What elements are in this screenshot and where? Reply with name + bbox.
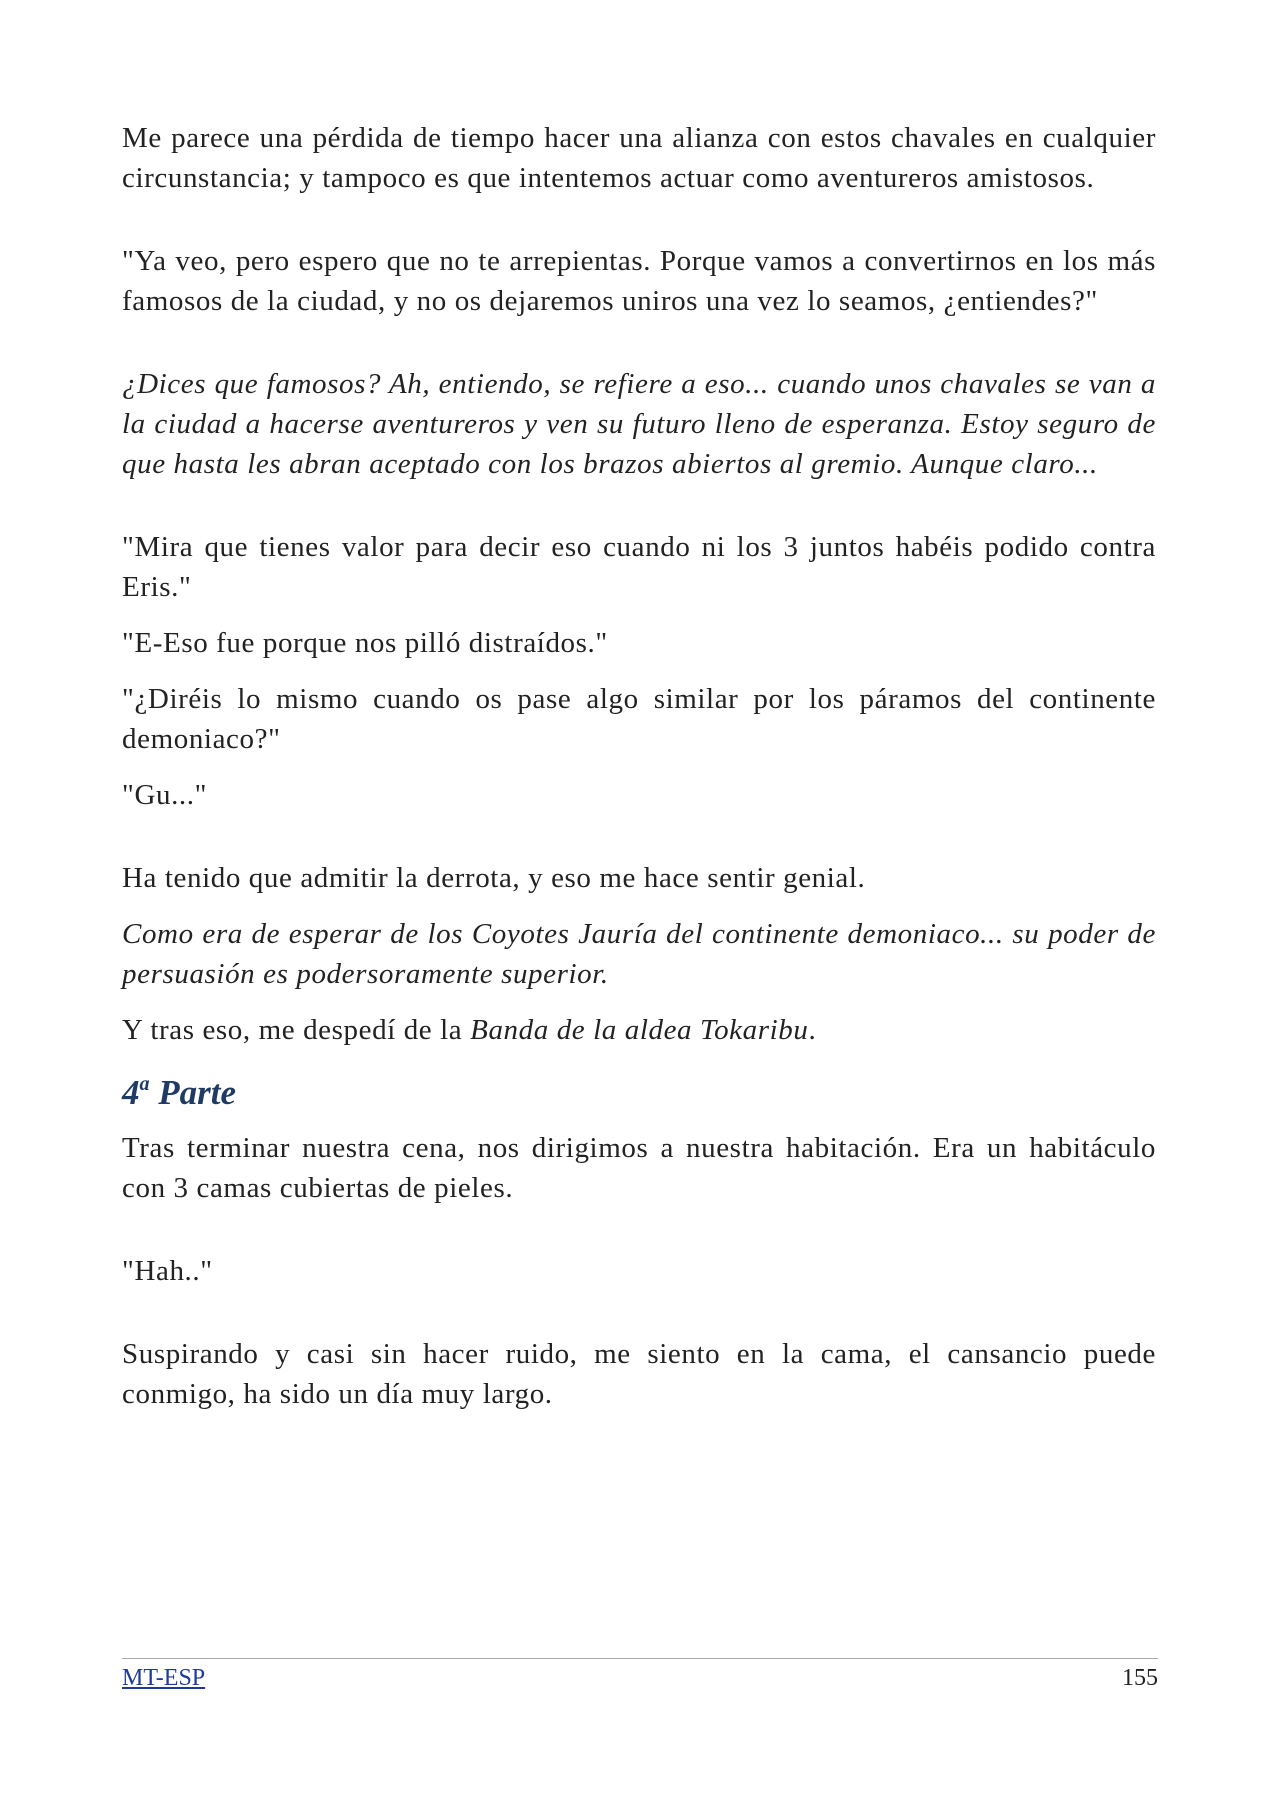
paragraph-10-prefix: Y tras eso, me despedí de la [122, 1014, 471, 1046]
paragraph-11: Tras terminar nuestra cena, nos dirigimos a nuestra habitación. Era un habitáculo con 3 camas cubiertas de pieles. [122, 1132, 1156, 1204]
paragraph-4: "Mira que tienes valor para decir eso cuando ni los 3 juntos habéis podido contra Eris." [122, 531, 1156, 603]
heading-word: Parte [158, 1073, 237, 1112]
page-body [122, 118, 1156, 1414]
paragraph-10 [122, 1010, 1156, 1050]
paragraph-10-suffix: . [808, 1014, 817, 1046]
band-name: Banda de la aldea Tokaribu [470, 1014, 809, 1046]
section-heading [122, 1068, 1156, 1118]
paragraph-9: Como era de esperar de los Coyotes Jauría del continente demoniaco... su poder de persuasión es podersoramente superior. [122, 918, 1156, 990]
paragraph-3: ¿Dices que famosos? Ah, entiendo, se refiere a eso... cuando unos chavales se van a la ciudad a hacerse aventureros y ven su futuro lleno de esperanza. Estoy seguro de que hasta les abran aceptado con los brazos abiertos al gremio. Aunque claro... [122, 368, 1156, 480]
paragraph-1: Me parece una pérdida de tiempo hacer una alianza con estos chavales en cualquier circunstancia; y tampoco es que intentemos actuar como aventureros amistosos. [122, 122, 1156, 194]
paragraph-6: "¿Diréis lo mismo cuando os pase algo similar por los páramos del continente demoniaco?" [122, 683, 1156, 755]
paragraph-7: "Gu..." [122, 779, 208, 811]
heading-ordinal: a [139, 1073, 150, 1095]
paragraph-12: "Hah.." [122, 1255, 213, 1287]
footer-link[interactable]: MT-ESP [122, 1665, 206, 1691]
footer-divider [122, 1658, 1158, 1659]
page-number: 155 [1122, 1665, 1158, 1691]
paragraph-2: "Ya veo, pero espero que no te arrepientas. Porque vamos a convertirnos en los más famosos de la ciudad, y no os dejaremos uniros una vez lo seamos, ¿entiendes?" [122, 245, 1156, 317]
paragraph-13: Suspirando y casi sin hacer ruido, me siento en la cama, el cansancio puede conmigo, ha sido un día muy largo. [122, 1338, 1156, 1410]
paragraph-5: "E-Eso fue porque nos pilló distraídos." [122, 627, 608, 659]
heading-number: 4 [122, 1073, 140, 1112]
paragraph-8: Ha tenido que admitir la derrota, y eso me hace sentir genial. [122, 862, 866, 894]
page-footer [122, 1663, 1158, 1693]
